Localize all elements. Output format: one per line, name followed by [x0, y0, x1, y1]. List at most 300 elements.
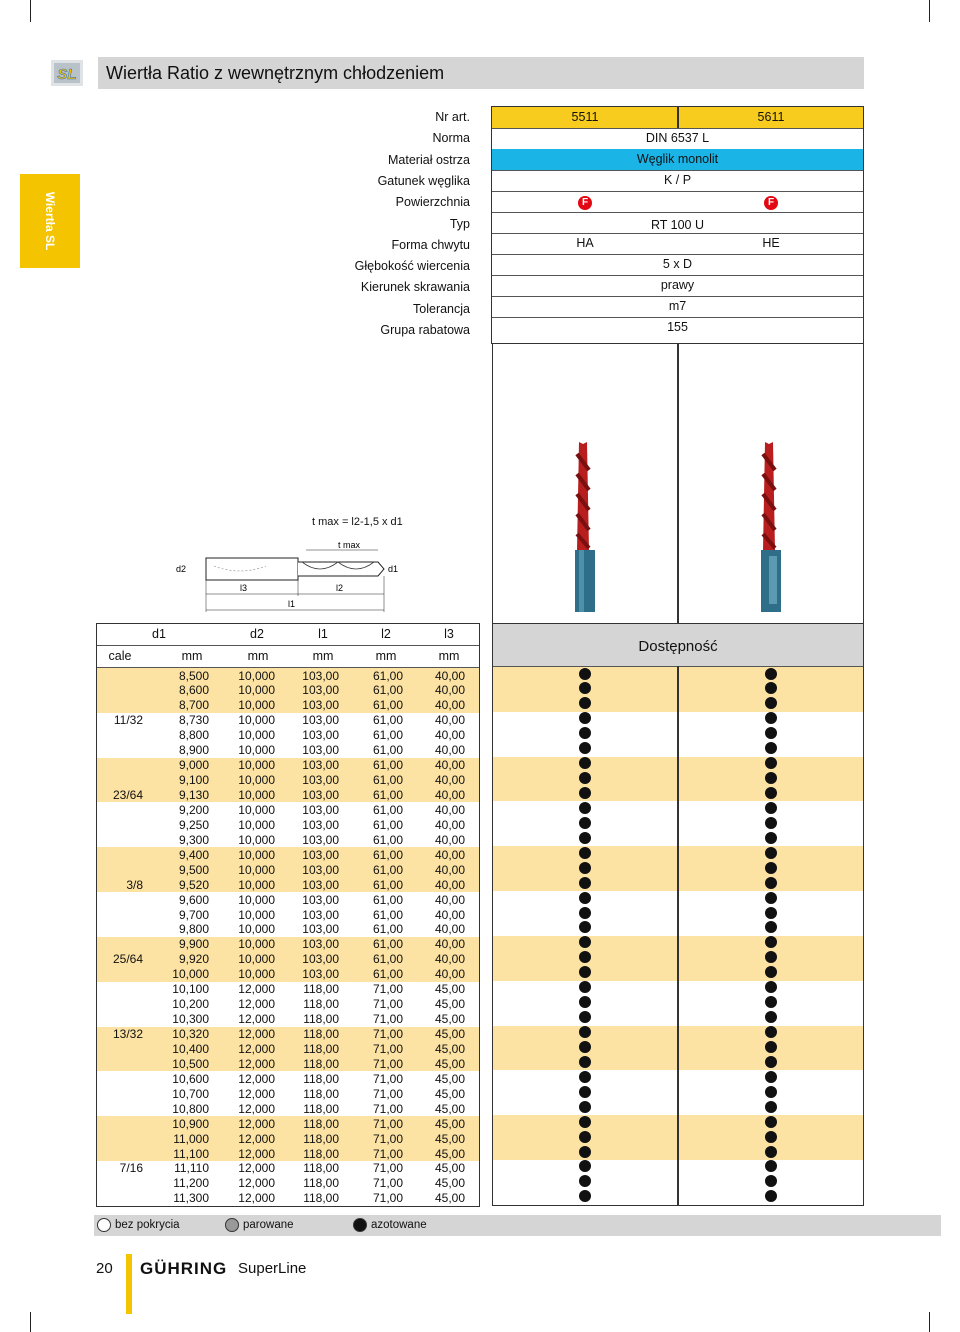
available-dot	[765, 757, 777, 769]
cell-value: 118,00	[303, 1071, 339, 1086]
cell-inch: 11/32	[113, 713, 143, 728]
norma-value: DIN 6537 L	[645, 131, 710, 145]
cell-value: 118,00	[303, 1041, 339, 1056]
available-dot	[579, 877, 591, 889]
available-dot	[579, 772, 591, 784]
table-row	[97, 997, 479, 1012]
available-dot	[579, 832, 591, 844]
cell-value: 10,000	[238, 743, 275, 758]
table-row	[97, 952, 479, 967]
cell-value: 61,00	[372, 713, 403, 728]
spec-row-direction	[492, 275, 863, 297]
crop-mark	[30, 0, 31, 22]
cell-value: 118,00	[303, 1176, 339, 1191]
available-dot	[579, 727, 591, 739]
cell-value: 10,300	[172, 1012, 209, 1027]
spec-row-shank	[492, 233, 863, 255]
table-header	[97, 624, 479, 646]
available-dot	[765, 668, 777, 680]
cell-value: 61,00	[372, 758, 403, 773]
table-row	[97, 907, 479, 922]
cell-value: 103,00	[302, 758, 339, 773]
title-bar	[98, 57, 864, 89]
cell-value: 71,00	[372, 1116, 403, 1131]
l2-label: l2	[336, 583, 344, 593]
cell-value: 10,000	[238, 728, 275, 743]
cell-value: 71,00	[372, 1071, 403, 1086]
cell-value: 40,00	[434, 832, 465, 847]
cell-value: 45,00	[434, 1101, 465, 1116]
cell-value: 10,000	[238, 892, 275, 907]
table-row	[97, 758, 479, 773]
art-number-left: 5511	[571, 110, 599, 124]
cell-value: 10,500	[172, 1056, 209, 1071]
product-line: SuperLine	[238, 1260, 307, 1277]
cell-value: 103,00	[302, 817, 339, 832]
cell-value: 8,800	[178, 728, 209, 743]
formula: t max = l2-1,5 x d1	[312, 516, 403, 528]
col-header-d1: d1	[152, 627, 166, 641]
cell-value: 10,000	[238, 802, 275, 817]
cell-value: 12,000	[238, 1131, 275, 1146]
table-row	[97, 1027, 479, 1042]
cell-value: 61,00	[372, 877, 403, 892]
cell-value: 71,00	[372, 1012, 403, 1027]
cell-value: 45,00	[434, 997, 465, 1012]
cell-value: 10,600	[172, 1071, 209, 1086]
cell-value: 118,00	[303, 1012, 339, 1027]
cell-value: 103,00	[302, 862, 339, 877]
legend-steamed: parowane	[243, 1219, 294, 1231]
cell-value: 10,000	[238, 877, 275, 892]
available-dot	[579, 1086, 591, 1098]
cell-value: 9,700	[178, 907, 209, 922]
table-row	[97, 713, 479, 728]
cell-value: 103,00	[302, 743, 339, 758]
cell-value: 45,00	[434, 1131, 465, 1146]
table-row	[97, 683, 479, 698]
cell-value: 103,00	[302, 668, 339, 683]
cell-value: 40,00	[434, 967, 465, 982]
cell-value: 40,00	[434, 877, 465, 892]
cell-value: 11,300	[173, 1191, 209, 1206]
cell-inch: 25/64	[112, 952, 143, 967]
unit-cale: cale	[108, 649, 132, 663]
cell-value: 71,00	[372, 1086, 403, 1101]
cell-value: 10,000	[172, 967, 209, 982]
typ-value: RT 100 U	[650, 218, 705, 232]
divider	[677, 107, 679, 128]
art-number-right: 5611	[757, 110, 785, 124]
available-dot	[765, 1116, 777, 1128]
available-dot	[765, 907, 777, 919]
cell-value: 103,00	[302, 802, 339, 817]
cell-value: 8,900	[178, 743, 209, 758]
steamed-icon	[225, 1218, 239, 1232]
cell-value: 61,00	[372, 937, 403, 952]
cell-value: 40,00	[434, 758, 465, 773]
spec-row-discount	[492, 317, 863, 338]
cell-value: 10,000	[238, 832, 275, 847]
cell-value: 103,00	[302, 967, 339, 982]
legend	[94, 1215, 941, 1236]
cell-value: 61,00	[372, 922, 403, 937]
cell-value: 40,00	[434, 802, 465, 817]
cell-value: 10,200	[172, 997, 209, 1012]
cell-value: 9,900	[178, 937, 209, 952]
available-dot	[765, 712, 777, 724]
cell-value: 12,000	[238, 1101, 275, 1116]
cell-value: 61,00	[372, 952, 403, 967]
d2-label: d2	[176, 564, 187, 574]
available-dot	[765, 1190, 777, 1202]
spec-label: Tolerancja	[413, 301, 470, 316]
cell-value: 9,250	[178, 817, 209, 832]
cell-value: 61,00	[372, 862, 403, 877]
table-row	[97, 1086, 479, 1101]
cell-value: 40,00	[434, 668, 465, 683]
cell-value: 71,00	[372, 1146, 403, 1161]
cell-value: 45,00	[434, 1176, 465, 1191]
cell-value: 103,00	[302, 773, 339, 788]
cell-value: 10,000	[238, 683, 275, 698]
cell-value: 9,300	[178, 832, 209, 847]
spec-label: Typ	[449, 216, 470, 231]
cell-value: 12,000	[238, 1041, 275, 1056]
cell-value: 10,400	[172, 1041, 209, 1056]
table-row	[97, 728, 479, 743]
available-dot	[765, 772, 777, 784]
available-dot	[579, 682, 591, 694]
table-row	[97, 832, 479, 847]
available-dot	[765, 1086, 777, 1098]
available-dot	[579, 802, 591, 814]
available-dot	[579, 1101, 591, 1113]
surface-icon-left	[577, 194, 593, 210]
table-row	[97, 817, 479, 832]
cell-value: 61,00	[372, 743, 403, 758]
available-dot	[579, 668, 591, 680]
cell-value: 10,000	[238, 773, 275, 788]
cell-value: 12,000	[238, 1176, 275, 1191]
spec-label: Kierunek skrawania	[360, 280, 470, 295]
table-row	[97, 1101, 479, 1116]
table-row	[97, 788, 479, 803]
cell-value: 12,000	[238, 982, 275, 997]
cell-value: 118,00	[303, 1191, 339, 1206]
cell-value: 103,00	[302, 713, 339, 728]
cell-value: 118,00	[303, 1146, 339, 1161]
legend-uncoated: bez pokrycia	[115, 1219, 180, 1231]
cell-value: 40,00	[434, 743, 465, 758]
cell-value: 12,000	[238, 1027, 275, 1041]
cell-value: 11,110	[174, 1161, 209, 1176]
cell-value: 9,100	[178, 773, 209, 788]
cell-value: 9,520	[178, 877, 209, 892]
uncoated-icon	[97, 1218, 111, 1232]
cell-value: 103,00	[302, 892, 339, 907]
available-dot	[579, 996, 591, 1008]
cell-value: 11,200	[173, 1176, 209, 1191]
depth-value: 5 x D	[662, 257, 693, 271]
available-dot	[765, 892, 777, 904]
table-row	[97, 802, 479, 817]
available-dot	[765, 1131, 777, 1143]
table-row	[97, 743, 479, 758]
table-row	[97, 1012, 479, 1027]
available-dot	[765, 981, 777, 993]
available-dot	[579, 907, 591, 919]
available-dot	[765, 727, 777, 739]
unit-l1: mm	[312, 649, 334, 663]
cell-value: 40,00	[434, 937, 465, 952]
available-dot	[579, 936, 591, 948]
cell-value: 61,00	[372, 728, 403, 743]
spec-label: Gatunek węglika	[377, 173, 470, 188]
cell-value: 12,000	[238, 1086, 275, 1101]
cell-value: 10,900	[172, 1116, 209, 1131]
available-dot	[579, 712, 591, 724]
table-row	[97, 877, 479, 892]
available-dot	[765, 1026, 777, 1038]
available-dot	[579, 966, 591, 978]
cell-value: 45,00	[434, 1071, 465, 1086]
available-dot	[579, 1026, 591, 1038]
cell-value: 103,00	[302, 952, 339, 967]
crop-mark	[929, 1312, 930, 1332]
available-dot	[765, 1175, 777, 1187]
cell-inch: 3/8	[126, 877, 143, 892]
shank-right: HE	[762, 236, 780, 250]
cell-value: 71,00	[372, 1191, 403, 1206]
cell-value: 61,00	[372, 892, 403, 907]
table-row	[97, 1146, 479, 1161]
available-dot	[765, 742, 777, 754]
page-number: 20	[96, 1260, 113, 1277]
table-row	[97, 847, 479, 862]
cell-value: 10,000	[238, 847, 275, 862]
available-dot	[579, 1011, 591, 1023]
available-dot	[579, 921, 591, 933]
available-dot	[579, 697, 591, 709]
available-dot	[765, 1071, 777, 1083]
drill-ha-image	[575, 442, 595, 612]
cell-value: 103,00	[302, 937, 339, 952]
availability-header	[493, 624, 863, 667]
table-row	[97, 1071, 479, 1086]
cell-value: 103,00	[302, 847, 339, 862]
cell-value: 10,000	[238, 758, 275, 773]
table-row	[97, 1131, 479, 1146]
crop-mark	[30, 1312, 31, 1332]
cell-value: 12,000	[238, 1012, 275, 1027]
cell-value: 12,000	[238, 1071, 275, 1086]
available-dot	[765, 951, 777, 963]
available-dot	[579, 1190, 591, 1202]
table-row	[97, 1176, 479, 1191]
unit-l2: mm	[375, 649, 397, 663]
available-dot	[765, 817, 777, 829]
cell-value: 118,00	[303, 1027, 339, 1041]
unit-l3: mm	[438, 649, 460, 663]
table-units	[97, 646, 479, 668]
spec-row-surface	[492, 191, 863, 213]
available-dot	[579, 742, 591, 754]
cell-value: 61,00	[372, 847, 403, 862]
cell-inch: 23/64	[112, 788, 143, 802]
d1-label: d1	[388, 564, 399, 574]
sl-logo	[48, 57, 86, 89]
spec-grid	[491, 106, 864, 344]
cell-inch: 13/32	[112, 1027, 143, 1041]
cell-value: 103,00	[302, 788, 339, 802]
footer-accent	[126, 1254, 132, 1314]
cell-value: 45,00	[434, 1146, 465, 1161]
cell-value: 40,00	[434, 892, 465, 907]
cell-value: 10,000	[238, 817, 275, 832]
spec-row-typ	[492, 212, 863, 234]
surface-icon-label: F	[764, 196, 778, 210]
available-dot	[579, 892, 591, 904]
drill-he-image	[761, 442, 781, 612]
cell-value: 9,000	[178, 758, 209, 773]
cell-value: 10,100	[172, 982, 209, 997]
cell-value: 118,00	[303, 1116, 339, 1131]
cell-value: 12,000	[238, 1191, 275, 1206]
cell-value: 71,00	[372, 1101, 403, 1116]
available-dot	[579, 1131, 591, 1143]
tolerance-value: m7	[668, 299, 687, 313]
available-dot	[765, 862, 777, 874]
available-dot	[579, 1071, 591, 1083]
divider	[677, 666, 679, 1206]
table-row	[97, 1056, 479, 1071]
cell-value: 40,00	[434, 698, 465, 713]
table-row	[97, 982, 479, 997]
brand-logo: GÜHRING	[140, 1259, 228, 1278]
available-dot	[765, 877, 777, 889]
available-dot	[579, 847, 591, 859]
available-dot	[765, 996, 777, 1008]
cell-value: 71,00	[372, 1131, 403, 1146]
dimension-table	[96, 623, 480, 1207]
available-dot	[579, 1041, 591, 1053]
drill-images	[492, 344, 864, 624]
table-row	[97, 1041, 479, 1056]
cell-value: 10,000	[238, 862, 275, 877]
cell-value: 10,000	[238, 922, 275, 937]
available-dot	[579, 981, 591, 993]
cell-value: 103,00	[302, 728, 339, 743]
cell-value: 8,500	[178, 668, 209, 683]
spec-label: Forma chwytu	[391, 237, 470, 252]
cell-value: 40,00	[434, 713, 465, 728]
available-dot	[579, 757, 591, 769]
spec-row-tolerance	[492, 296, 863, 318]
cell-value: 40,00	[434, 907, 465, 922]
cell-value: 118,00	[303, 1101, 339, 1116]
cell-value: 45,00	[434, 1116, 465, 1131]
cell-value: 40,00	[434, 683, 465, 698]
cell-value: 71,00	[372, 982, 403, 997]
cell-value: 103,00	[302, 877, 339, 892]
spec-label: Nr art.	[435, 110, 470, 124]
cell-value: 118,00	[303, 1131, 339, 1146]
cell-value: 71,00	[372, 997, 403, 1012]
cell-value: 11,000	[173, 1131, 209, 1146]
spec-row-norma	[492, 128, 863, 150]
drill-illustrations	[493, 344, 865, 624]
available-dot	[765, 921, 777, 933]
surface-icon-label: F	[578, 196, 592, 210]
cell-value: 103,00	[302, 683, 339, 698]
cell-value: 9,500	[178, 862, 209, 877]
spec-row-material	[492, 149, 863, 171]
cell-value: 118,00	[303, 1056, 339, 1071]
col-header-l2: l2	[381, 627, 391, 641]
cell-value: 10,000	[238, 668, 275, 683]
available-dot	[579, 1116, 591, 1128]
table-row	[97, 967, 479, 982]
cell-value: 9,600	[178, 892, 209, 907]
cell-value: 10,000	[238, 967, 275, 982]
cell-value: 45,00	[434, 982, 465, 997]
nitrided-icon	[353, 1218, 367, 1232]
cell-value: 61,00	[372, 817, 403, 832]
l1-label: l1	[288, 599, 296, 609]
cell-value: 12,000	[238, 1146, 275, 1161]
available-dot	[765, 802, 777, 814]
cell-value: 118,00	[303, 1086, 339, 1101]
cell-value: 71,00	[372, 1056, 403, 1071]
material-value: Węglik monolit	[636, 152, 719, 166]
cell-value: 118,00	[303, 982, 339, 997]
cell-value: 12,000	[238, 997, 275, 1012]
cell-value: 71,00	[372, 1041, 403, 1056]
available-dot	[579, 787, 591, 799]
cell-value: 9,800	[178, 922, 209, 937]
spec-row-depth	[492, 254, 863, 276]
unit-d1: mm	[181, 649, 203, 663]
cell-value: 71,00	[372, 1161, 403, 1176]
cell-value: 10,000	[238, 907, 275, 922]
cell-value: 9,920	[178, 952, 209, 967]
cell-value: 10,800	[172, 1101, 209, 1116]
table-row	[97, 922, 479, 937]
cell-value: 61,00	[372, 832, 403, 847]
surface-icon-right	[763, 194, 779, 210]
l3-label: l3	[240, 583, 248, 593]
cell-value: 40,00	[434, 847, 465, 862]
available-dot	[579, 1160, 591, 1172]
unit-d2: mm	[247, 649, 269, 663]
cell-value: 9,130	[178, 788, 209, 802]
cell-value: 8,730	[178, 713, 209, 728]
table-row	[97, 698, 479, 713]
cell-value: 10,000	[238, 937, 275, 952]
col-header-d2: d2	[250, 627, 264, 641]
cell-value: 12,000	[238, 1056, 275, 1071]
spec-row-gatunek	[492, 170, 863, 192]
cell-value: 10,000	[238, 713, 275, 728]
cell-value: 40,00	[434, 817, 465, 832]
cell-value: 61,00	[372, 683, 403, 698]
spec-label: Norma	[432, 131, 470, 146]
gatunek-value: K / P	[663, 173, 692, 187]
logo-text: SL	[57, 66, 77, 83]
cell-value: 61,00	[372, 907, 403, 922]
col-header-l1: l1	[318, 627, 328, 641]
